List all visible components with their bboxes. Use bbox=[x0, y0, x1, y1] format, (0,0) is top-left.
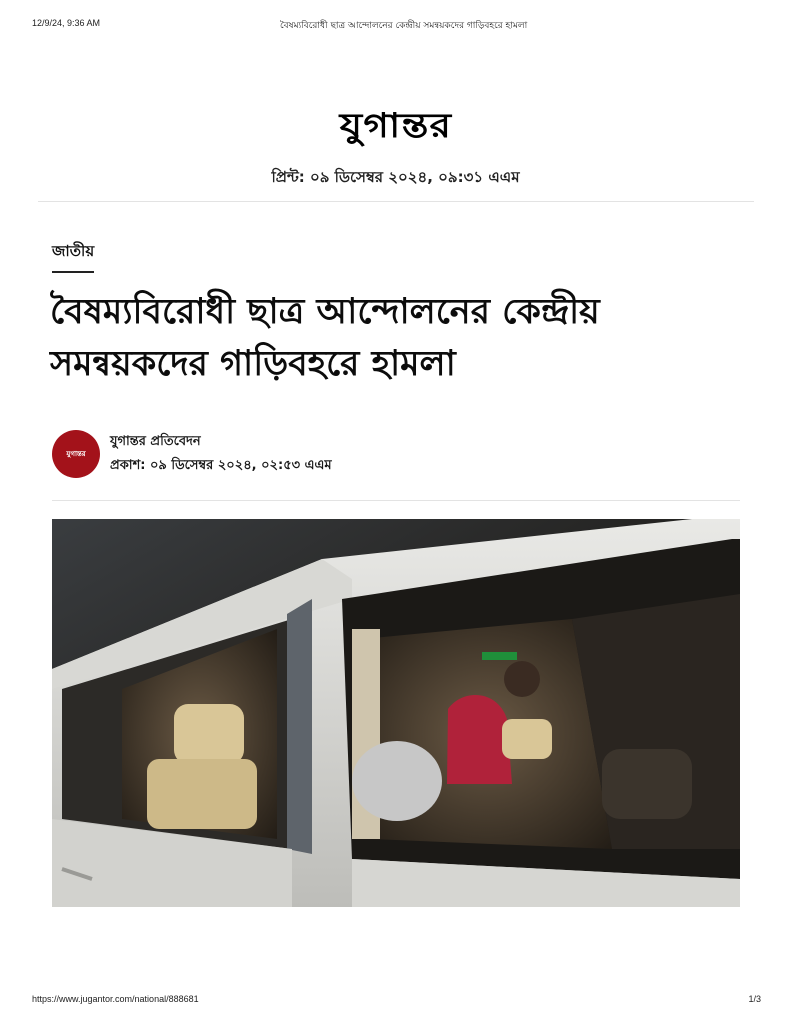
author-name[interactable]: যুগান্তর প্রতিবেদন bbox=[110, 434, 201, 449]
masthead bbox=[0, 104, 791, 148]
byline bbox=[52, 428, 732, 482]
car-photo-illustration bbox=[52, 519, 740, 907]
byline-divider bbox=[52, 500, 740, 501]
print-date: 12/9/24, 9:36 AM bbox=[32, 18, 101, 28]
site-logo[interactable]: যুগান্তর bbox=[339, 106, 452, 146]
print-header bbox=[0, 18, 791, 34]
page-number: 1/3 bbox=[748, 994, 761, 1004]
print-footer bbox=[0, 994, 791, 1008]
category-link[interactable]: জাতীয় bbox=[52, 240, 94, 273]
author-avatar bbox=[52, 430, 100, 478]
print-timestamp: প্রিন্ট: ০৯ ডিসেম্বর ২০২৪, ০৯:৩১ এএম bbox=[271, 168, 520, 186]
author-avatar-label: যুগান্তর bbox=[66, 450, 86, 458]
article-headline: বৈষম্যবিরোধী ছাত্র আন্দোলনের কেন্দ্রীয় সমন্বয়কদের গাড়িবহরে হামলা bbox=[50, 292, 600, 384]
article-photo bbox=[52, 519, 740, 907]
header-divider bbox=[38, 201, 754, 202]
source-url[interactable]: https://www.jugantor.com/national/888681 bbox=[32, 994, 199, 1004]
publish-date: প্রকাশ: ০৯ ডিসেম্বর ২০২৪, ০২:৫৩ এএম bbox=[110, 458, 332, 473]
print-document-title: বৈষম্যবিরোধী ছাত্র আন্দোলনের কেন্দ্রীয় সমন্বয়কদের গাড়িবহরে হামলা bbox=[280, 21, 528, 31]
